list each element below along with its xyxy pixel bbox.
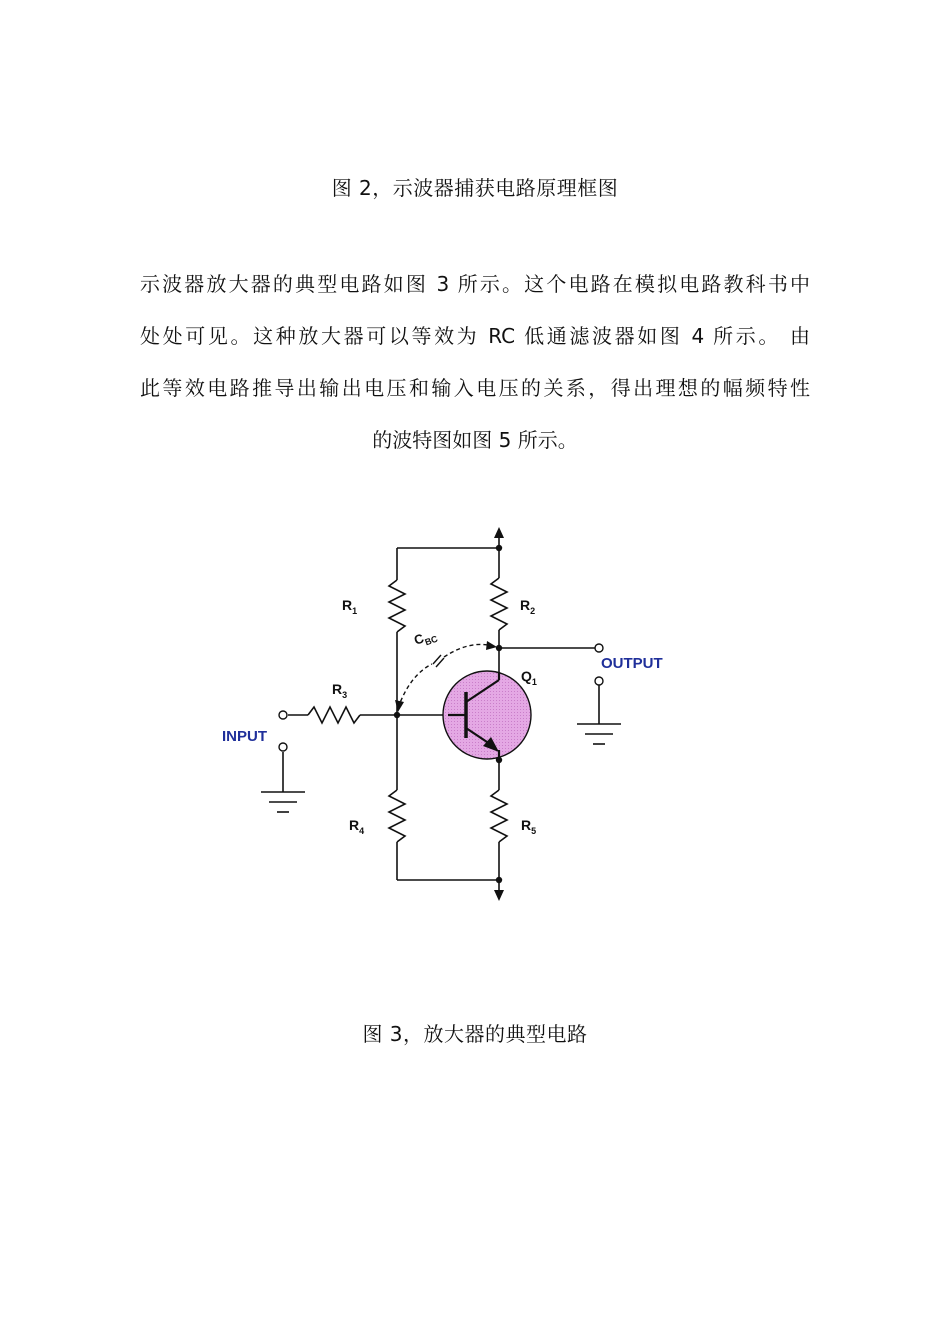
svg-text:R2: $R_2$: [520, 597, 536, 616]
output-ground-terminal: [595, 677, 603, 685]
input-label: INPUT: [222, 728, 267, 745]
r5-label: R: [521, 817, 532, 833]
body-paragraph: [140, 258, 810, 466]
r1-label: R: [342, 597, 353, 613]
r1-resistor: [389, 580, 405, 632]
input-terminal: [279, 711, 287, 719]
svg-text:R5: $R_5$: [521, 817, 537, 836]
cbc-dashed-path: [398, 664, 432, 708]
ground-down-arrow: [494, 890, 504, 901]
svg-text:CBC: $C_{BC}$: [411, 630, 440, 648]
paragraph-line: 处处可见。这种放大器可以等效为 RC 低通滤波器如图 4 所示。 由: [140, 324, 810, 348]
paragraph-line: 的波特图如图 5 所示。: [372, 428, 578, 452]
svg-text:R1: $R_1$: [342, 597, 358, 616]
r4-resistor: [389, 790, 405, 842]
paragraph-line: 示波器放大器的典型电路如图 3 所示。这个电路在模拟电路教科书中: [140, 272, 810, 296]
input-ground-terminal: [279, 743, 287, 751]
amplifier-circuit-diagram: [210, 520, 690, 910]
paragraph-line: 此等效电路推导出输出电压和输入电压的关系，得出理想的幅频特性: [140, 376, 810, 400]
r4-label: R: [349, 817, 360, 833]
cbc-label: C: [411, 630, 426, 648]
figure-2-caption: 图 2，示波器捕获电路原理框图: [331, 176, 619, 200]
supply-up-arrow: [494, 527, 504, 538]
svg-text:R4: $R_4$: [349, 817, 365, 836]
output-terminal: [595, 644, 603, 652]
svg-text:Q1: $Q_1$: [521, 668, 537, 687]
r3-resistor: [308, 707, 360, 723]
r2-label: R: [520, 597, 531, 613]
r5-resistor: [491, 790, 507, 842]
r3-label: R: [332, 681, 343, 697]
q1-label: Q: [521, 668, 532, 684]
r2-resistor: [491, 578, 507, 630]
output-label: OUTPUT: [601, 655, 663, 672]
svg-text:R3: $R_3$: [332, 681, 348, 700]
figure-3-caption: 图 3，放大器的典型电路: [362, 1022, 588, 1046]
